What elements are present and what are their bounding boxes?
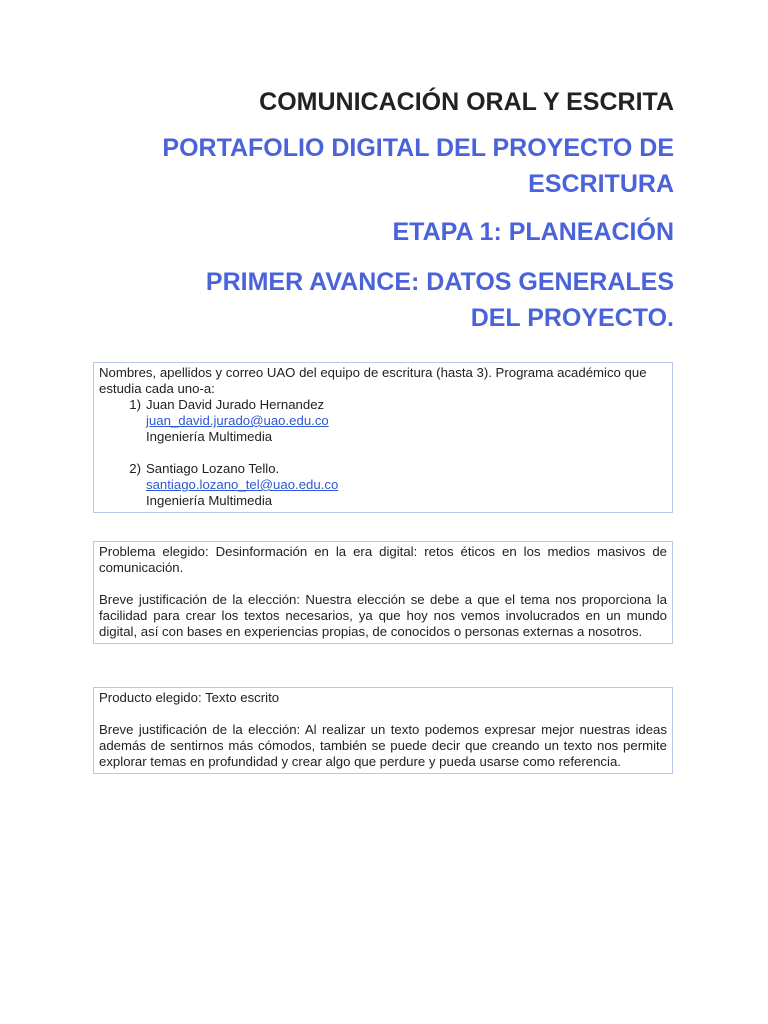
- progress-title: [90, 264, 674, 336]
- problem-chosen: Problema elegido: Desinformación en la era digital: retos éticos en los medios masivos de comunicación.: [99, 544, 667, 575]
- progress-title-line-2: DEL PROYECTO.: [470, 304, 674, 332]
- member-number: 2): [129, 461, 141, 476]
- portfolio-title-line-1: PORTAFOLIO DIGITAL DEL PROYECTO DE: [162, 134, 674, 162]
- progress-title-line-1: PRIMER AVANCE: DATOS GENERALES: [205, 268, 674, 296]
- portfolio-title-line-2: ESCRITURA: [528, 170, 674, 198]
- member-number: 1): [129, 397, 141, 412]
- problem-justification: Breve justificación de la elección: Nuestra elección se debe a que el tema nos proporciona la facilidad para crear los textos necesarios, ya que hoy nos vemos involucrados en un mundo digital, así con bases en experiencias propias, de conocidos o personas externas a nosotros.: [99, 592, 667, 639]
- member-name: Juan David Jurado Hernandez: [146, 397, 325, 412]
- stage-title: ETAPA 1: PLANEACIÓN: [392, 218, 674, 246]
- team-box: [93, 362, 673, 513]
- problem-box: [93, 541, 673, 644]
- document-header: [90, 84, 674, 336]
- course-title: COMUNICACIÓN ORAL Y ESCRITA: [259, 88, 674, 116]
- product-box: [93, 687, 673, 774]
- portfolio-title: [90, 130, 674, 202]
- product-chosen: Producto elegido: Texto escrito: [99, 690, 280, 705]
- member-email-link[interactable]: santiago.lozano_tel@uao.edu.co: [146, 477, 339, 492]
- product-justification: Breve justificación de la elección: Al realizar un texto podemos expresar mejor nuestras ideas además de sentirnos más cómodos, también se puede decir que creando un texto nos permite explorar temas en profundidad y crear algo que perdure y pueda usarse como referencia.: [99, 722, 667, 769]
- member-program: Ingeniería Multimedia: [146, 429, 273, 444]
- team-member: [99, 397, 667, 445]
- member-name: Santiago Lozano Tello.: [146, 461, 280, 476]
- team-member: [99, 461, 667, 509]
- member-email-link[interactable]: juan_david.jurado@uao.edu.co: [146, 413, 329, 428]
- member-program: Ingeniería Multimedia: [146, 493, 273, 508]
- team-intro: Nombres, apellidos y correo UAO del equipo de escritura (hasta 3). Programa académico que estudia cada uno-a:: [99, 365, 647, 396]
